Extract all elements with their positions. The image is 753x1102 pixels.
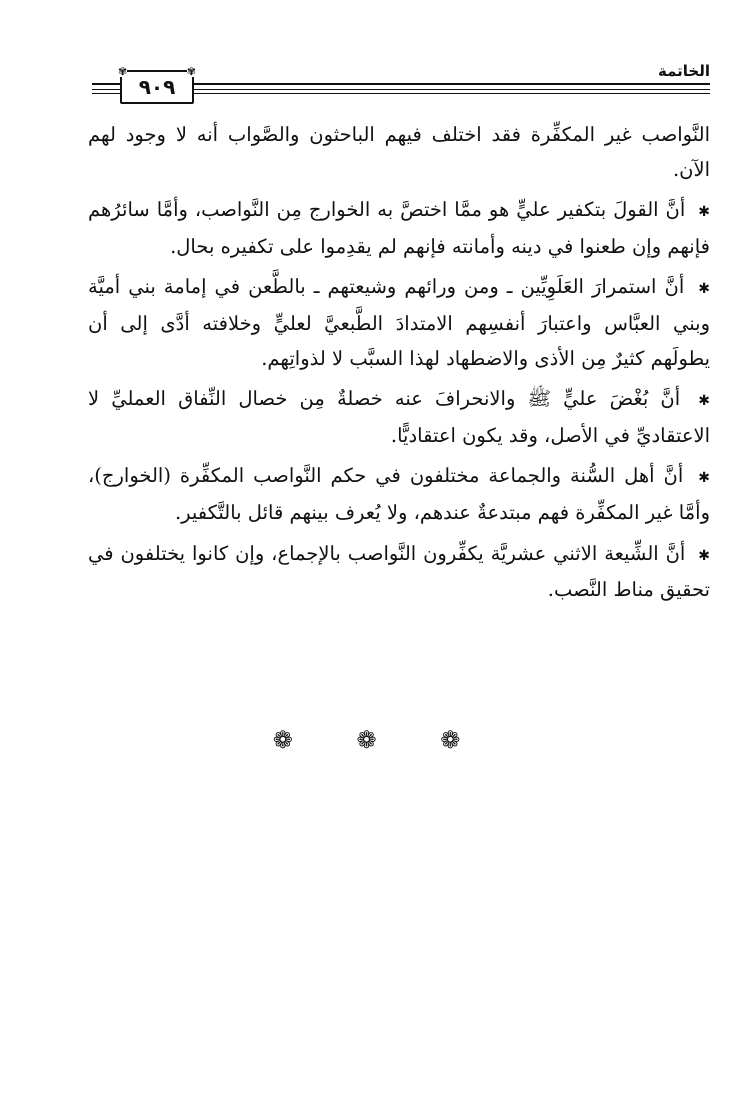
bullet-paragraph-5 (88, 459, 710, 530)
page-header (92, 58, 710, 108)
paragraph-text: أنَّ استمرارَ العَلَوِيِّين ـ ومن ورائهم وشيعتهم ـ بالطَّعن في إمامة بني أميَّة وبني العبَّاس واعتبارَ أنفسِهم الامتدادَ الطَّبعيَّ لعليٍّ وخلافته أدَّى إلى أن يطولَهم كثيرٌ مِن الأذى والاضطهاد لهذا السبَّب لا لذواتِهم. (88, 275, 710, 370)
asterisk-bullet-icon: ✱ (698, 393, 710, 410)
section-separator (0, 726, 753, 754)
asterisk-bullet-icon: ✱ (698, 204, 710, 221)
bullet-paragraph-3 (88, 270, 710, 376)
paragraph-text: أنَّ أهل السُّنة والجماعة مختلفون في حكم النَّواصب المكفِّرة (الخوارج)، وأمَّا غير المكفِّرة فهم مبتدعةٌ عندهم، ولا يُعرف بينهم قائل بالتَّكفير. (88, 464, 710, 524)
paragraph-text: أنَّ بُغْضَ عليٍّ ﷺ والانحرافَ عنه خصلةٌ مِن خصال النِّفاق العمليِّ لا الاعتقاديِّ في الأصل، وقد يكون اعتقاديًّا. (88, 387, 710, 447)
bullet-paragraph-6 (88, 537, 710, 608)
flower-ornament-icon: ❁ (356, 726, 397, 754)
flower-ornament-icon: ❁ (272, 726, 313, 754)
body-text (88, 118, 710, 608)
ornament-icon: ✾ (118, 65, 128, 78)
page-number-frame (118, 65, 196, 104)
paragraph-1 (88, 118, 710, 187)
paragraph-text: أنَّ الشِّيعة الاثني عشريَّة يكفِّرون النَّواصب بالإجماع، وإن كانوا يختلفون في تحقيق مناط النَّصب. (88, 541, 710, 602)
flower-ornament-icon: ❁ (440, 726, 481, 754)
chapter-title: الخاتمة (657, 62, 710, 80)
ornament-icon: ✾ (186, 65, 196, 78)
paragraph-text: النَّواصب غير المكفِّرة فقد اختلف فيهم الباحثون والصَّواب أنه لا وجود لهم الآن. (88, 123, 710, 181)
asterisk-bullet-icon: ✱ (698, 547, 710, 564)
asterisk-bullet-icon: ✱ (698, 470, 710, 487)
bullet-paragraph-2 (88, 193, 710, 264)
page-number: ٩٠٩ (138, 75, 176, 99)
asterisk-bullet-icon: ✱ (698, 281, 711, 298)
bullet-paragraph-4 (88, 382, 710, 453)
paragraph-text: أنَّ القولَ بتكفير عليٍّ هو ممَّا اختصَّ به الخوارج مِن النَّواصب، وأمَّا سائرُهم فإنهم وإن طعنوا في دينه وأمانته فإنهم لم يقدِموا على تكفيره بحال. (88, 198, 710, 258)
